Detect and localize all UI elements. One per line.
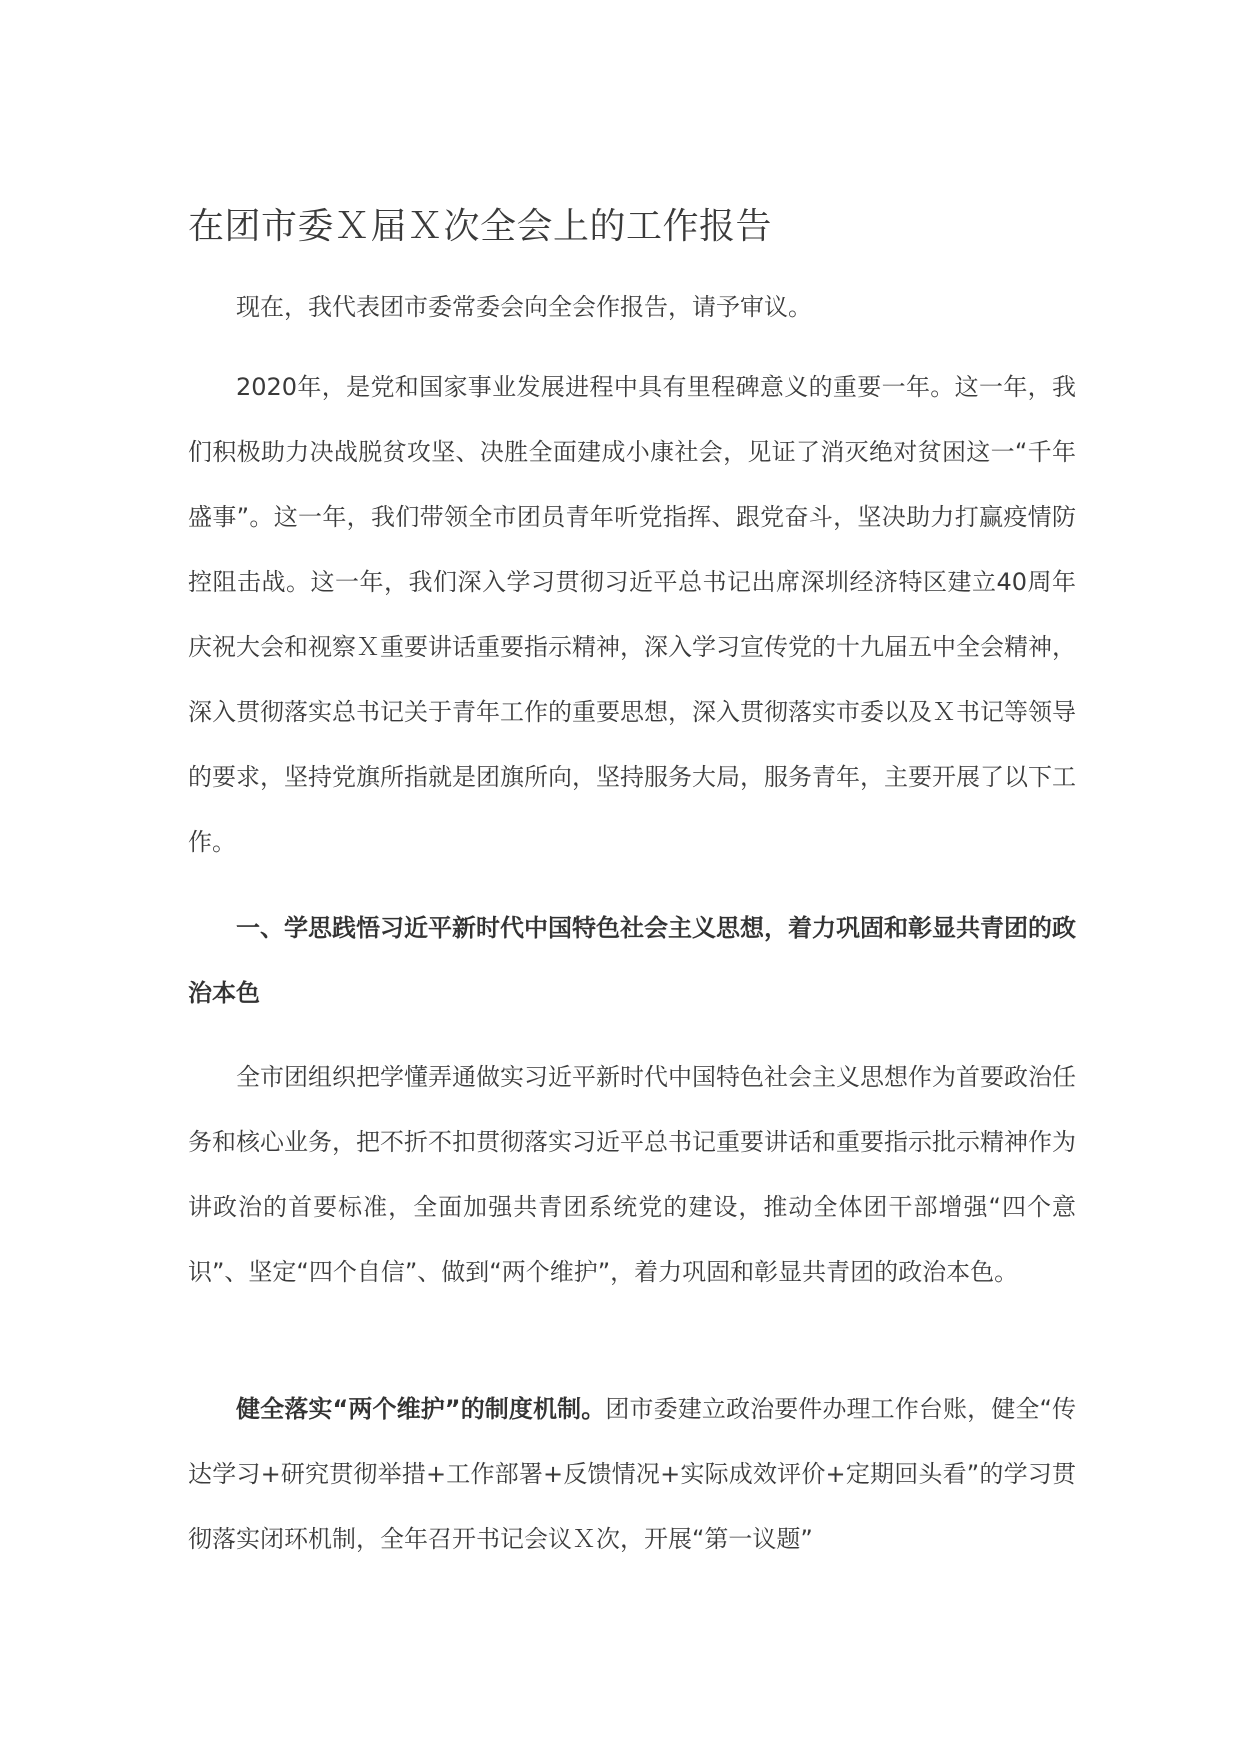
section-heading: 一、学思践悟习近平新时代中国特色社会主义思想，着力巩固和彰显共青团的政治本色 xyxy=(188,914,1076,1007)
document-title: 在团市委Ｘ届Ｘ次全会上的工作报告 xyxy=(188,206,773,247)
item-body-text: 团市委建立政治要件办理工作台账，健全“传达学习+研究贯彻举措+工作部署+反馈情况+实际成效评价+定期回头看”的学习贯彻落实闭环机制，全年召开书记会议Ｘ次，开展“第一议题” xyxy=(188,1395,1077,1553)
intro-paragraph: 现在，我代表团市委常委会向全会作报告，请予审议。 xyxy=(236,293,812,321)
item-lead-text: 健全落实“两个维护”的制度机制。 xyxy=(236,1395,606,1423)
section-body-paragraph: 全市团组织把学懂弄通做实习近平新时代中国特色社会主义思想作为首要政治任务和核心业务，把不折不扣贯彻落实习近平总书记重要讲话和重要指示批示精神作为讲政治的首要标准，全面加强共青团系统党的建设，推动全体团干部增强“四个意识”、坚定“四个自信”、做到“两个维护”，着力巩固和彰显共青团的政治本色。 xyxy=(188,1063,1076,1286)
overview-paragraph: 2020年，是党和国家事业发展进程中具有里程碑意义的重要一年。这一年，我们积极助力决战脱贫攻坚、决胜全面建成小康社会，见证了消灭绝对贫困这一“千年盛事”。这一年，我们带领全市团员青年听党指挥、跟党奋斗，坚决助力打赢疫情防控阻击战。这一年，我们深入学习贯彻习近平总书记出席深圳经济特区建立40周年庆祝大会和视察Ｘ重要讲话重要指示精神，深入学习宣传党的十九届五中全会精神，深入贯彻落实总书记关于青年工作的重要思想，深入贯彻落实市委以及Ｘ书记等领导的要求，坚持党旗所指就是团旗所向，坚持服务大局，服务青年，主要开展了以下工作。 xyxy=(188,373,1076,856)
item-paragraph xyxy=(188,1377,1076,1572)
